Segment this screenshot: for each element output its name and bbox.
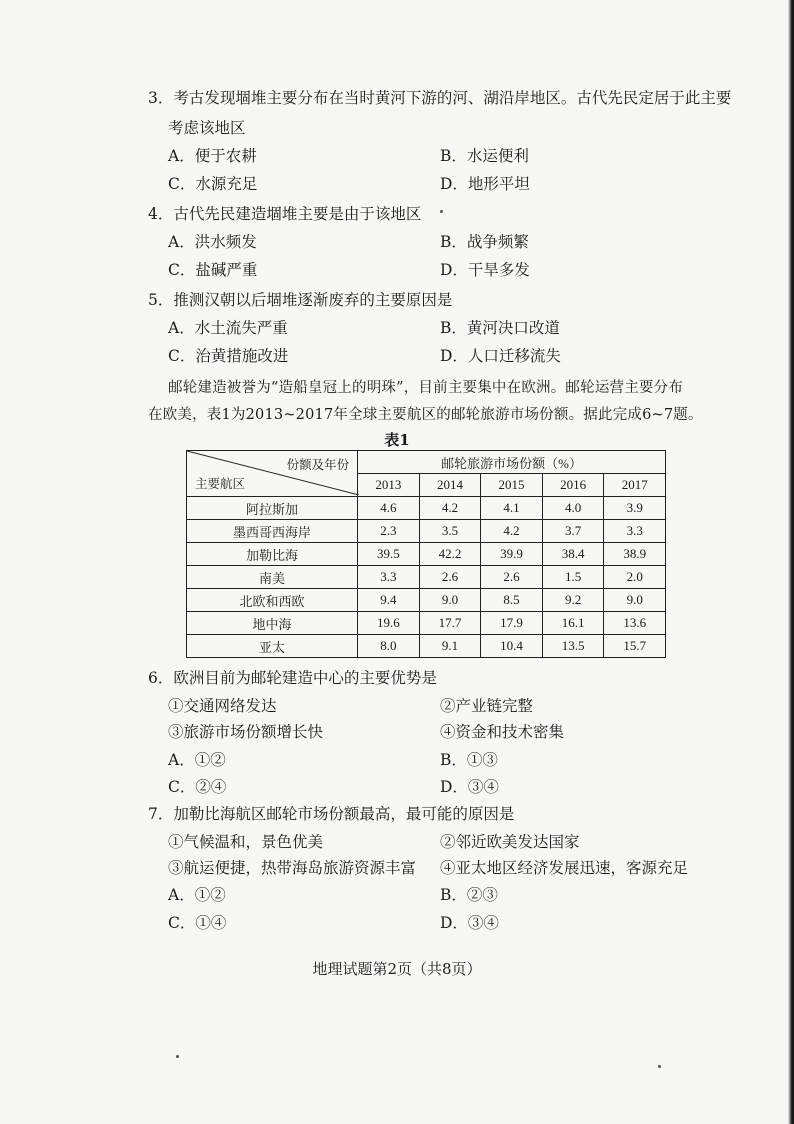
share-value-cell: 39.5 (358, 543, 420, 566)
q6-statement-2: ②产业链完整 (440, 697, 534, 715)
q3-stem-line2: 考虑该地区 (168, 119, 246, 137)
share-value-cell: 38.9 (604, 543, 666, 566)
table-row (187, 543, 666, 566)
q3-stem-line1: 3．考古发现堌堆主要分布在当时黄河下游的河、湖沿岸地区。古代先民定居于此主要 (148, 89, 732, 107)
q7-option-c: C．①④ (168, 914, 227, 932)
table-body (187, 497, 666, 658)
q6-option-d: D．③④ (440, 778, 499, 796)
region-name-cell: 加勒比海 (187, 543, 358, 566)
share-value-cell: 42.2 (419, 543, 481, 566)
share-value-cell: 17.9 (481, 612, 543, 635)
share-value-cell: 4.0 (542, 497, 604, 520)
q7-statement-3: ③航运便捷，热带海岛旅游资源丰富 (168, 859, 417, 877)
q5-option-a: A．水土流失严重 (168, 319, 288, 337)
share-value-cell: 9.0 (604, 589, 666, 612)
share-value-cell: 4.2 (481, 520, 543, 543)
scan-edge-shadow (788, 0, 794, 1124)
share-value-cell: 1.5 (542, 566, 604, 589)
q5-option-b: B．黄河决口改道 (440, 319, 560, 337)
share-value-cell: 4.6 (358, 497, 420, 520)
intro-line1: 邮轮建造被誉为“造船皇冠上的明珠”，目前主要集中在欧洲。邮轮运营主要分布 (168, 380, 684, 396)
scan-speck (440, 210, 443, 213)
region-name-cell: 墨西哥西海岸 (187, 520, 358, 543)
share-value-cell: 9.4 (358, 589, 420, 612)
corner-bottom-label: 主要航区 (195, 477, 246, 491)
q6-option-a: A．①② (168, 751, 226, 769)
q7-option-a: A．①② (168, 886, 226, 904)
q3-option-d: D．地形平坦 (440, 175, 530, 193)
table-row (187, 612, 666, 635)
q4-option-b: B．战争频繁 (440, 233, 529, 251)
share-value-cell: 3.7 (542, 520, 604, 543)
share-value-cell: 2.3 (358, 520, 420, 543)
q6-statement-3: ③旅游市场份额增长快 (168, 723, 324, 741)
q6-option-b: B．①③ (440, 751, 498, 769)
share-value-cell: 15.7 (604, 635, 666, 658)
q7-option-b: B．②③ (440, 886, 498, 904)
q6-stem: 6．欧洲目前为邮轮建造中心的主要优势是 (148, 669, 437, 687)
q7-statement-4: ④亚太地区经济发展迅速，客源充足 (440, 859, 689, 877)
year-header-2017: 2017 (604, 474, 666, 497)
share-value-cell: 9.1 (419, 635, 481, 658)
share-value-cell: 13.5 (542, 635, 604, 658)
q5-option-d: D．人口迁移流失 (440, 347, 561, 365)
region-name-cell: 南美 (187, 566, 358, 589)
region-name-cell: 地中海 (187, 612, 358, 635)
table-row (187, 566, 666, 589)
share-value-cell: 9.0 (419, 589, 481, 612)
q4-option-d: D．干旱多发 (440, 261, 530, 279)
share-value-cell: 13.6 (604, 612, 666, 635)
table-row (187, 635, 666, 658)
q4-option-a: A．洪水频发 (168, 233, 257, 251)
share-value-cell: 10.4 (481, 635, 543, 658)
table-row (187, 520, 666, 543)
page-footer: 地理试题第2页（共8页） (312, 960, 482, 978)
region-name-cell: 亚太 (187, 635, 358, 658)
share-value-cell: 3.5 (419, 520, 481, 543)
year-header-2013: 2013 (358, 474, 420, 497)
q5-option-c: C．治黄措施改进 (168, 347, 289, 365)
q7-option-d: D．③④ (440, 914, 499, 932)
q7-statement-2: ②邻近欧美发达国家 (440, 833, 580, 851)
market-share-table (186, 450, 666, 658)
q3-option-b: B．水运便利 (440, 147, 529, 165)
share-value-cell: 9.2 (542, 589, 604, 612)
q7-stem: 7．加勒比海航区邮轮市场份额最高，最可能的原因是 (148, 805, 515, 823)
group-header: 邮轮旅游市场份额（%） (358, 451, 666, 474)
q6-option-c: C．②④ (168, 778, 227, 796)
share-value-cell: 8.0 (358, 635, 420, 658)
share-value-cell: 2.0 (604, 566, 666, 589)
q5-stem: 5．推测汉朝以后堌堆逐渐废弃的主要原因是 (148, 291, 453, 309)
year-header-2015: 2015 (481, 474, 543, 497)
q6-statement-4: ④资金和技术密集 (440, 723, 565, 741)
q3-option-a: A．便于农耕 (168, 147, 257, 165)
region-name-cell: 阿拉斯加 (187, 497, 358, 520)
table-row (187, 497, 666, 520)
corner-top-label: 份额及年份 (286, 458, 350, 472)
share-value-cell: 16.1 (542, 612, 604, 635)
share-value-cell: 8.5 (481, 589, 543, 612)
year-header-2016: 2016 (542, 474, 604, 497)
q4-option-c: C．盐碱严重 (168, 261, 258, 279)
share-value-cell: 3.9 (604, 497, 666, 520)
intro-line2: 在欧美，表1为2013~2017年全球主要航区的邮轮旅游市场份额。据此完成6~7题。 (148, 407, 703, 423)
table-title: 表1 (384, 431, 410, 449)
q3-option-c: C．水源充足 (168, 175, 258, 193)
share-value-cell: 4.1 (481, 497, 543, 520)
q4-stem: 4．古代先民建造堌堆主要是由于该地区 (148, 205, 422, 223)
region-name-cell: 北欧和西欧 (187, 589, 358, 612)
share-value-cell: 38.4 (542, 543, 604, 566)
share-value-cell: 17.7 (419, 612, 481, 635)
table-row (187, 589, 666, 612)
year-header-2014: 2014 (419, 474, 481, 497)
share-value-cell: 19.6 (358, 612, 420, 635)
table-corner-cell (187, 451, 358, 497)
share-value-cell: 2.6 (419, 566, 481, 589)
scan-speck (176, 1055, 179, 1058)
share-value-cell: 2.6 (481, 566, 543, 589)
share-value-cell: 3.3 (604, 520, 666, 543)
share-value-cell: 39.9 (481, 543, 543, 566)
share-value-cell: 3.3 (358, 566, 420, 589)
q7-statement-1: ①气候温和，景色优美 (168, 833, 324, 851)
share-value-cell: 4.2 (419, 497, 481, 520)
scan-speck (658, 1065, 661, 1068)
q6-statement-1: ①交通网络发达 (168, 697, 277, 715)
